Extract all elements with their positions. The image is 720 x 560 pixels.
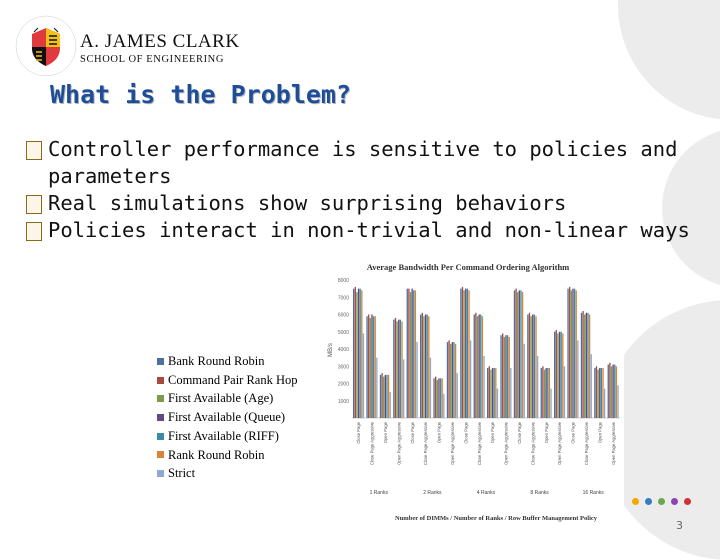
legend-swatch bbox=[157, 470, 164, 477]
chart-bar bbox=[353, 289, 354, 418]
x-tick-label: Close Page Aggressive bbox=[369, 422, 375, 466]
x-tick-label: Close Page bbox=[517, 422, 522, 444]
chart-bar bbox=[515, 289, 516, 418]
chart-bar bbox=[510, 368, 511, 418]
chart-bar bbox=[462, 287, 463, 418]
chart-bar bbox=[602, 368, 603, 418]
chart-bar bbox=[388, 375, 389, 418]
group-label: 8 Ranks bbox=[530, 490, 549, 496]
chart-bar bbox=[375, 316, 376, 418]
legend-item bbox=[157, 371, 298, 390]
chart-bar bbox=[423, 316, 424, 418]
chart-bar bbox=[562, 333, 563, 418]
chart-bar bbox=[614, 365, 615, 418]
x-tick-label: Open Page bbox=[597, 422, 603, 444]
chart-bar bbox=[529, 313, 530, 418]
chart-bar bbox=[574, 289, 575, 418]
x-tick-label: Open Page Aggressive bbox=[610, 422, 616, 465]
chart-bar bbox=[468, 290, 469, 418]
chart-bar bbox=[542, 366, 543, 418]
x-tick-label: Open Page bbox=[383, 422, 388, 444]
x-axis-label: Number of DIMMs / Number of Ranks / Row Buffer Management Policy bbox=[394, 515, 598, 522]
chart-bar bbox=[363, 333, 364, 418]
x-tick-label: Open Page Aggressive bbox=[396, 422, 402, 465]
chart-bar bbox=[443, 394, 444, 418]
chart-bar bbox=[376, 358, 377, 418]
x-tick-label: Close Page Aggressive bbox=[423, 422, 429, 466]
accent-dots bbox=[632, 498, 697, 505]
accent-dot bbox=[645, 498, 652, 505]
chart-bar bbox=[416, 342, 417, 418]
chart-bar bbox=[435, 377, 436, 418]
chart-bar bbox=[584, 315, 585, 419]
chart-bar bbox=[577, 340, 578, 418]
bullet-box-icon bbox=[26, 141, 42, 160]
accent-dot bbox=[632, 498, 639, 505]
legend-item bbox=[157, 352, 298, 371]
chart-bar bbox=[490, 370, 491, 418]
chart-bar bbox=[609, 363, 610, 418]
chart-bar bbox=[530, 316, 531, 418]
y-tick-label: 3000 bbox=[337, 364, 349, 371]
chart-bar bbox=[509, 337, 510, 418]
chart-bar bbox=[495, 368, 496, 418]
chart-bar bbox=[360, 289, 361, 418]
chart-bar bbox=[395, 318, 396, 418]
chart-bar bbox=[505, 335, 506, 418]
chart-bar bbox=[616, 366, 617, 418]
chart-bar bbox=[549, 368, 550, 418]
chart-bar bbox=[489, 366, 490, 418]
x-tick-label: Open Page Aggressive bbox=[557, 422, 563, 465]
chart-bar bbox=[599, 368, 600, 418]
chart-bar bbox=[437, 380, 438, 418]
x-tick-label: Close Page bbox=[570, 422, 576, 444]
chart-bar bbox=[559, 332, 560, 418]
chart-bar bbox=[557, 333, 558, 418]
chart-bar bbox=[596, 366, 597, 418]
y-tick-label: 2000 bbox=[337, 381, 349, 388]
chart-bar bbox=[428, 316, 429, 418]
chart-bar bbox=[582, 311, 583, 418]
x-tick-label: Open Page bbox=[543, 422, 549, 444]
y-axis-label: MB/s bbox=[328, 343, 334, 357]
bullet-item bbox=[26, 136, 706, 190]
chart-bar bbox=[604, 389, 605, 418]
chart-bar bbox=[576, 290, 577, 418]
chart-bar bbox=[413, 290, 414, 418]
bandwidth-bar-chart bbox=[318, 258, 624, 524]
chart-bar bbox=[460, 289, 461, 418]
page-number: 3 bbox=[676, 519, 683, 532]
chart-bar bbox=[492, 368, 493, 418]
x-tick-label: Close Page Aggressive bbox=[476, 422, 482, 466]
chart-bar bbox=[422, 313, 423, 418]
y-tick-label: 5000 bbox=[337, 329, 349, 336]
chart-bar bbox=[522, 292, 523, 418]
chart-bar bbox=[427, 315, 428, 419]
chart-bar bbox=[587, 313, 588, 418]
school-name: A. JAMES CLARK bbox=[80, 31, 240, 52]
legend-swatch bbox=[157, 395, 164, 402]
chart-bar bbox=[463, 290, 464, 418]
chart-bar bbox=[612, 365, 613, 418]
chart-bar bbox=[475, 313, 476, 418]
chart-bar bbox=[494, 368, 495, 418]
chart-legend bbox=[157, 352, 298, 483]
group-label: 4 Ranks bbox=[476, 490, 496, 496]
chart-bar bbox=[556, 330, 557, 418]
chart-bar bbox=[482, 316, 483, 418]
chart-bar bbox=[438, 378, 439, 418]
school-subtitle: SCHOOL OF ENGINEERING bbox=[80, 54, 225, 65]
x-tick-label: Open Page bbox=[436, 422, 442, 444]
chart-bar bbox=[368, 315, 369, 419]
chart-bar bbox=[581, 313, 582, 418]
chart-bar bbox=[380, 375, 381, 418]
chart-bar bbox=[502, 333, 503, 418]
chart-bar bbox=[597, 370, 598, 418]
chart-bar bbox=[514, 290, 515, 418]
legend-item bbox=[157, 464, 298, 483]
legend-label: Command Pair Rank Hop bbox=[168, 372, 298, 387]
bg-circle-1 bbox=[618, 0, 720, 120]
bullet-item bbox=[26, 217, 706, 244]
university-seal-logo bbox=[14, 14, 78, 78]
chart-bar bbox=[356, 292, 357, 418]
chart-bar bbox=[433, 378, 434, 418]
accent-dot bbox=[684, 498, 691, 505]
chart-bar bbox=[617, 385, 618, 418]
chart-bar bbox=[561, 332, 562, 418]
chart-bar bbox=[497, 389, 498, 418]
chart-bar bbox=[611, 366, 612, 418]
legend-swatch bbox=[157, 414, 164, 421]
chart-bar bbox=[535, 316, 536, 418]
legend-swatch bbox=[157, 377, 164, 384]
chart-bar bbox=[608, 365, 609, 418]
chart-bar bbox=[524, 344, 525, 418]
chart-bar bbox=[396, 321, 397, 418]
chart-title: Average Bandwidth Per Command Ordering Algorithm bbox=[366, 262, 570, 272]
chart-bar bbox=[453, 342, 454, 418]
chart-bar bbox=[411, 289, 412, 418]
accent-dot bbox=[658, 498, 665, 505]
chart-bar bbox=[527, 315, 528, 419]
bullet-box-icon bbox=[26, 195, 42, 214]
chart-bar bbox=[361, 290, 362, 418]
legend-swatch bbox=[157, 433, 164, 440]
x-tick-label: Close Page bbox=[463, 422, 469, 444]
chart-bar bbox=[385, 375, 386, 418]
chart-bar bbox=[586, 313, 587, 418]
chart-bar bbox=[504, 337, 505, 418]
chart-bar bbox=[467, 289, 468, 418]
chart-bar bbox=[500, 335, 501, 418]
legend-item bbox=[157, 389, 298, 408]
chart-bar bbox=[532, 315, 533, 419]
slide-title: What is the Problem? bbox=[50, 80, 352, 109]
legend-label: Bank Round Robin bbox=[168, 354, 265, 368]
y-tick-label: 1000 bbox=[337, 398, 349, 405]
chart-bar bbox=[400, 320, 401, 418]
legend-item bbox=[157, 427, 298, 446]
chart-bar bbox=[591, 354, 592, 418]
chart-bar bbox=[470, 340, 471, 418]
legend-label: Rank Round Robin bbox=[168, 447, 265, 462]
legend-swatch bbox=[157, 451, 164, 458]
chart-bar bbox=[393, 320, 394, 418]
chart-bar bbox=[547, 368, 548, 418]
chart-bar bbox=[448, 340, 449, 418]
bullet-text: Policies interact in non-trivial and non-linear ways bbox=[48, 218, 690, 242]
legend-label: First Available (Queue) bbox=[168, 410, 286, 425]
chart-bar bbox=[572, 289, 573, 418]
bullet-text: Real simulations show surprising behaviors bbox=[48, 191, 567, 215]
x-tick-label: Close Page Aggressive bbox=[530, 422, 536, 466]
chart-bar bbox=[478, 315, 479, 419]
chart-bar bbox=[571, 290, 572, 418]
chart-bar bbox=[569, 287, 570, 418]
legend-item bbox=[157, 408, 298, 427]
chart-bar bbox=[407, 289, 408, 418]
chart-bar bbox=[517, 292, 518, 418]
chart-bar bbox=[589, 315, 590, 419]
chart-bar bbox=[465, 289, 466, 418]
chart-bar bbox=[567, 289, 568, 418]
chart-bar bbox=[457, 373, 458, 418]
y-tick-label: 7000 bbox=[337, 295, 349, 302]
chart-bar bbox=[519, 290, 520, 418]
legend-label: Strict bbox=[168, 466, 196, 481]
group-label: 1 Ranks bbox=[369, 490, 388, 496]
bullet-text: Controller performance is sensitive to policies and parameters bbox=[48, 137, 678, 188]
chart-bar bbox=[554, 332, 555, 418]
x-tick-label: Open Page Aggressive bbox=[503, 422, 509, 465]
chart-bar bbox=[415, 290, 416, 418]
y-tick-label: 8000 bbox=[337, 278, 349, 284]
chart-bar bbox=[564, 366, 565, 418]
chart-bar bbox=[358, 289, 359, 418]
legend-label: First Available (Age) bbox=[168, 391, 274, 406]
chart-bar bbox=[386, 375, 387, 418]
chart-bar bbox=[550, 389, 551, 418]
chart-bar bbox=[537, 356, 538, 418]
chart-bar bbox=[455, 344, 456, 418]
bullet-list bbox=[26, 136, 706, 244]
x-tick-label: Close Page Aggressive bbox=[584, 422, 589, 466]
chart-bar bbox=[601, 368, 602, 418]
chart-bar bbox=[487, 368, 488, 418]
chart-bar bbox=[403, 359, 404, 418]
bullet-item bbox=[26, 190, 706, 217]
y-tick-label: 4000 bbox=[337, 347, 349, 353]
chart-bar bbox=[483, 356, 484, 418]
chart-bar bbox=[507, 335, 508, 418]
chart-bar bbox=[480, 315, 481, 419]
chart-bar bbox=[541, 368, 542, 418]
chart-bar bbox=[474, 315, 475, 419]
chart-bar bbox=[477, 316, 478, 418]
y-tick-label: 6000 bbox=[337, 312, 349, 319]
chart-bar bbox=[381, 373, 382, 418]
group-label: 16 Ranks bbox=[582, 490, 604, 496]
chart-bar bbox=[440, 378, 441, 418]
chart-bar bbox=[545, 368, 546, 418]
bullet-box-icon bbox=[26, 222, 42, 241]
chart-bar bbox=[366, 316, 367, 418]
chart-bar bbox=[373, 316, 374, 418]
chart-bar bbox=[450, 344, 451, 418]
chart-bar bbox=[452, 342, 453, 418]
legend-label: First Available (RIFF) bbox=[168, 428, 279, 443]
chart-bar bbox=[371, 315, 372, 419]
chart-bar bbox=[425, 315, 426, 419]
x-tick-label: Close Page bbox=[409, 422, 415, 444]
chart-bar bbox=[520, 290, 521, 418]
accent-dot bbox=[671, 498, 678, 505]
chart-bar bbox=[447, 342, 448, 418]
chart-bar bbox=[370, 318, 371, 418]
chart-bar bbox=[355, 287, 356, 418]
chart-bar bbox=[534, 315, 535, 419]
chart-bar bbox=[594, 368, 595, 418]
legend-item bbox=[157, 446, 298, 465]
chart-bar bbox=[410, 292, 411, 418]
group-label: 2 Ranks bbox=[423, 490, 442, 496]
chart-bar bbox=[430, 358, 431, 418]
chart-bar bbox=[442, 378, 443, 418]
x-tick-label: Close Page bbox=[356, 422, 362, 444]
chart-bar bbox=[408, 289, 409, 418]
chart-bar bbox=[390, 392, 391, 418]
legend-swatch bbox=[157, 358, 164, 365]
x-tick-label: Open Page bbox=[490, 422, 496, 444]
chart-bar bbox=[544, 370, 545, 418]
chart-bar bbox=[401, 321, 402, 418]
x-tick-label: Open Page Aggressive bbox=[450, 422, 455, 465]
chart-bar bbox=[398, 320, 399, 418]
chart-bar bbox=[420, 315, 421, 419]
chart-bar bbox=[383, 377, 384, 418]
